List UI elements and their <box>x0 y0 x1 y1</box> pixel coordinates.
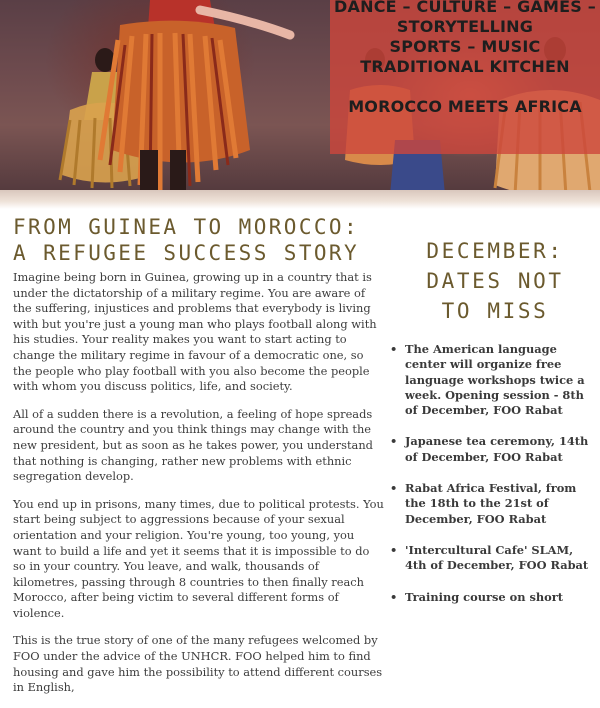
event-text: Training course on short <box>405 589 564 604</box>
event-item <box>390 481 595 527</box>
hero-image <box>0 0 600 209</box>
event-item <box>390 543 595 574</box>
banner-line-activities: DANCE – CULTURE – GAMES – <box>334 0 596 16</box>
event-item <box>390 342 595 418</box>
event-text: The American language center will organize free language workshops twice a week. Opening session - 8th of December, FOO Rabat <box>405 342 585 418</box>
event-item <box>390 434 595 465</box>
event-item <box>390 590 595 605</box>
banner-tagline: MOROCCO MEETS AFRICA <box>348 97 582 116</box>
article-body <box>13 270 385 708</box>
stage-floor <box>0 190 600 209</box>
bullet-icon: • <box>390 481 398 496</box>
event-text: 'Intercultural Cafe' SLAM, 4th of December, FOO Rabat <box>405 542 589 573</box>
bullet-icon: • <box>390 589 398 604</box>
article-paragraph: Imagine being born in Guinea, growing up in a country that is under the dictatorship of a military regime. You are aware of the suffering, injustices and problems that everybody is living with but you're just a young man who plays football along with his studies. Your reality makes you want to start acting to change the military regime in favour of a democratic one, so the people who play football with you also become the people with whom you discuss politics, life, and society. <box>13 270 377 394</box>
bullet-icon: • <box>390 434 398 449</box>
article-paragraph: All of a sudden there is a revolution, a feeling of hope spreads around the country and you think things may change with the new president, but as soon as he takes power, you understand that nothing is changing, rather new problems with ethnic segregation develop. <box>13 406 373 484</box>
article-paragraph: This is the true story of one of the many refugees welcomed by FOO under the advice of the UNHCR. FOO helped him to find housing and gave him the possibility to attend different courses in English, <box>13 633 383 695</box>
sidebar-title <box>405 236 585 326</box>
bullet-icon: • <box>390 342 398 356</box>
article-paragraph: You end up in prisons, many times, due to political protests. You start being subject to aggressions because of your sexual orientation and your religion. You're young, too young, you want to build a life and yet it seems that it is impossible to do so in your country. You leave, and walk, thousands of kilometres, passing through 8 countries to then finally reach Morocco, after being victim to several different forms of violence. <box>13 496 384 620</box>
event-text: Rabat Africa Festival, from the 18th to the 21st of December, FOO Rabat <box>405 481 577 526</box>
event-list <box>390 342 595 621</box>
banner-line-sports-music: SPORTS – MUSIC <box>389 37 541 56</box>
banner-line-storytelling: STORYTELLING <box>396 17 534 36</box>
event-banner <box>330 0 600 154</box>
article-title: FROM GUINEA TO MOROCCO: A REFUGEE SUCCESS STORY <box>13 215 359 265</box>
bullet-icon: • <box>390 542 398 557</box>
banner-line-kitchen: TRADITIONAL KITCHEN <box>360 57 570 76</box>
sidebar-title-text: DECEMBER: DATES NOT TO MISS <box>426 239 564 323</box>
event-text: Japanese tea ceremony, 14th of December, FOO Rabat <box>405 434 589 464</box>
